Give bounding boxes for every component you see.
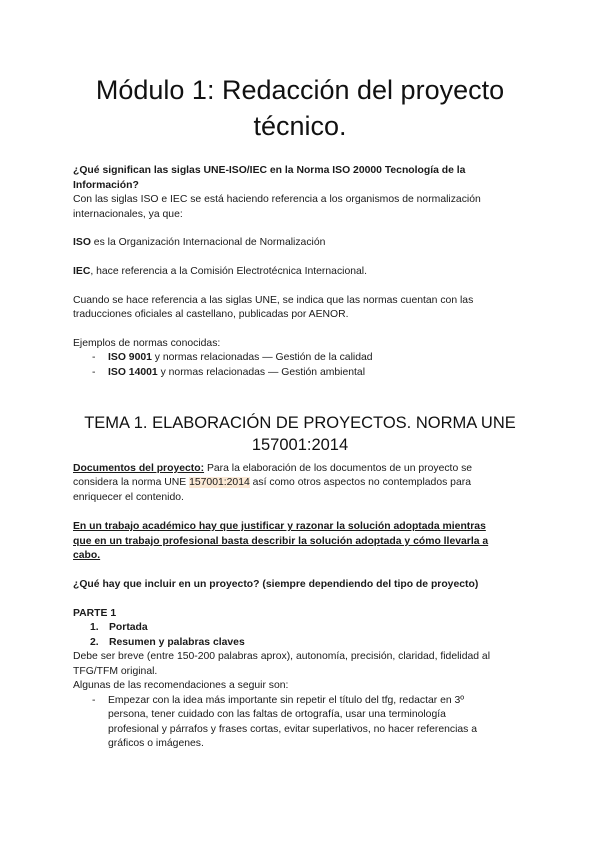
example-item	[108, 365, 568, 380]
answer-line-2: internacionales, ya que:	[73, 209, 183, 220]
example-term: ISO 9001	[108, 352, 152, 363]
summary-line-1: Debe ser breve (entre 150-200 palabras aprox), autonomía, precisión, claridad, fidelidad al	[73, 651, 491, 662]
recommendation-line: gráficos o imágenes.	[108, 738, 204, 749]
iec-term: IEC	[73, 266, 91, 277]
recommendation-line: persona, tener cuidado con las faltas de ortografía, usar una terminología	[108, 709, 446, 720]
docs-line-2-post: así como otros aspectos no contemplados para	[249, 477, 471, 488]
emphasis-line-1: En un trabajo académico hay que justificar y razonar la solución adoptada mientras	[73, 521, 486, 532]
part-item-label: Portada	[109, 622, 148, 633]
iso-def: es la Organización Internacional de Normalización	[90, 237, 326, 248]
docs-line-2-pre: considera la norma UNE	[73, 477, 190, 488]
part-item-number: 1.	[90, 622, 99, 633]
emphasis-line-2: que en un trabajo profesional basta describir la solución adoptada y cómo llevarla a	[73, 536, 489, 547]
section-heading-line-2: 157001:2014	[251, 436, 349, 454]
docs-label: Documentos del proyecto:	[73, 463, 205, 474]
iso-term: ISO	[73, 237, 91, 248]
examples-label: Ejemplos de normas conocidas:	[73, 338, 221, 349]
example-marker: -	[92, 352, 96, 363]
iec-def: , hace referencia a la Comisión Electrotécnica Internacional.	[90, 266, 367, 277]
part-item-label: Resumen y palabras claves	[109, 637, 245, 648]
title-line-1: Módulo 1: Redacción del proyecto	[95, 75, 505, 105]
docs-line-2	[73, 475, 533, 490]
page-title	[40, 72, 560, 144]
une-line-1: Cuando se hace referencia a las siglas UNE, se indica que las normas cuentan con las	[73, 295, 474, 306]
iso-definition	[73, 235, 533, 250]
example-marker: -	[92, 367, 96, 378]
include-question: ¿Qué hay que incluir en un proyecto? (siempre dependiendo del tipo de proyecto)	[73, 579, 479, 590]
docs-line-3: enriquecer el contenido.	[73, 492, 184, 503]
docs-line-1	[73, 461, 533, 476]
question-line-1: ¿Qué significan las siglas UNE-ISO/IEC en la Norma ISO 20000 Tecnología de la	[73, 165, 466, 176]
highlighted-standard: 157001:2014	[189, 477, 250, 488]
section-heading-line-1: TEMA 1. ELABORACIÓN DE PROYECTOS. NORMA UNE	[84, 414, 516, 432]
question-line-2: Información?	[73, 180, 139, 191]
summary-line-2: TFG/TFM original.	[73, 666, 158, 677]
part-label: PARTE 1	[73, 608, 117, 619]
recommendation-line: Empezar con la idea más importante sin repetir el título del tfg, redactar en 3º	[108, 695, 465, 706]
recommendations-label: Algunas de las recomendaciones a seguir son:	[73, 680, 289, 691]
docs-line-1-rest: Para la elaboración de los documentos de un proyecto se	[204, 463, 473, 474]
example-rest: y normas relacionadas — Gestión de la calidad	[151, 352, 373, 363]
une-line-2: traducciones oficiales al castellano, publicadas por AENOR.	[73, 309, 349, 320]
example-rest: y normas relacionadas — Gestión ambiental	[157, 367, 366, 378]
example-term: ISO 14001	[108, 367, 158, 378]
part-item-number: 2.	[90, 637, 99, 648]
emphasis-line-3: cabo.	[73, 550, 101, 561]
recommendation-marker: -	[92, 695, 96, 706]
example-item	[108, 350, 568, 365]
answer-line-1: Con las siglas ISO e IEC se está haciendo referencia a los organismos de normalización	[73, 194, 481, 205]
recommendation-line: profesional y párrafos y frases cortas, evitar superlativos, no hacer referencias a	[108, 724, 478, 735]
title-line-2: técnico.	[253, 111, 347, 141]
iec-definition	[73, 264, 533, 279]
section-heading	[40, 412, 560, 456]
